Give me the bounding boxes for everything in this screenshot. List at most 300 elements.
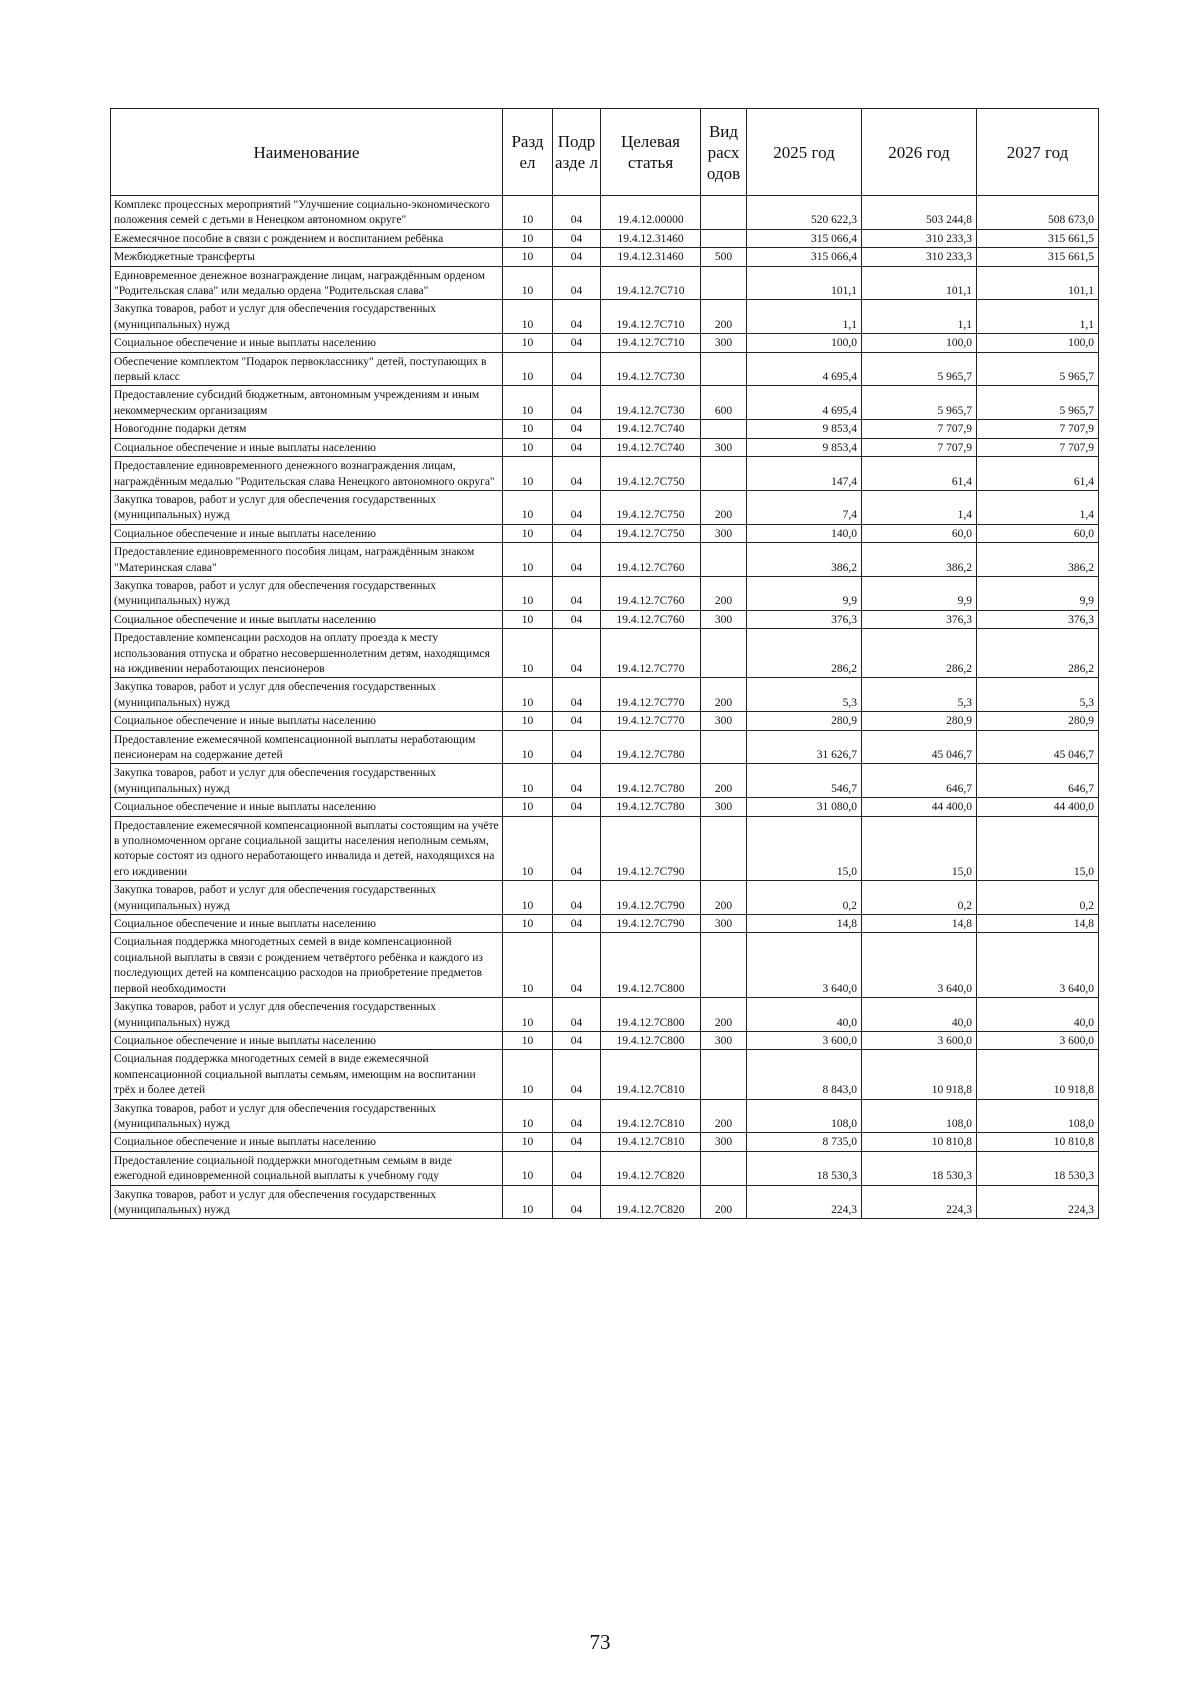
cell-target-article: 19.4.12.7С730 bbox=[601, 352, 701, 386]
cell-2026: 5 965,7 bbox=[862, 352, 977, 386]
cell-name: Закупка товаров, работ и услуг для обеспечения государственных (муниципальных) нужд bbox=[111, 300, 503, 334]
cell-target-article: 19.4.12.31460 bbox=[601, 229, 701, 247]
cell-name: Социальное обеспечение и иные выплаты населению bbox=[111, 1031, 503, 1049]
cell-2025: 8 843,0 bbox=[747, 1050, 862, 1099]
cell-expense-type bbox=[701, 352, 747, 386]
table-row bbox=[111, 712, 1099, 730]
table-body bbox=[111, 196, 1099, 1219]
cell-razdel: 10 bbox=[503, 576, 553, 610]
cell-target-article: 19.4.12.7С710 bbox=[601, 266, 701, 300]
cell-2026: 376,3 bbox=[862, 610, 977, 628]
cell-razdel: 10 bbox=[503, 248, 553, 266]
cell-2027: 101,1 bbox=[977, 266, 1099, 300]
cell-target-article: 19.4.12.00000 bbox=[601, 196, 701, 230]
cell-target-article: 19.4.12.7С760 bbox=[601, 576, 701, 610]
cell-expense-type: 200 bbox=[701, 998, 747, 1032]
cell-expense-type: 300 bbox=[701, 438, 747, 456]
cell-2026: 14,8 bbox=[862, 915, 977, 933]
cell-razdel: 10 bbox=[503, 678, 553, 712]
cell-razdel: 10 bbox=[503, 629, 553, 678]
cell-2026: 0,2 bbox=[862, 881, 977, 915]
cell-2026: 1,4 bbox=[862, 490, 977, 524]
cell-razdel: 10 bbox=[503, 1050, 553, 1099]
cell-2027: 61,4 bbox=[977, 457, 1099, 491]
cell-expense-type: 300 bbox=[701, 1031, 747, 1049]
cell-2027: 108,0 bbox=[977, 1099, 1099, 1133]
cell-2027: 315 661,5 bbox=[977, 248, 1099, 266]
cell-podrazdel: 04 bbox=[553, 300, 601, 334]
cell-expense-type: 200 bbox=[701, 1185, 747, 1219]
cell-name: Социальное обеспечение и иные выплаты населению bbox=[111, 798, 503, 816]
cell-2026: 15,0 bbox=[862, 816, 977, 881]
cell-2027: 386,2 bbox=[977, 543, 1099, 577]
cell-expense-type: 300 bbox=[701, 798, 747, 816]
cell-razdel: 10 bbox=[503, 816, 553, 881]
cell-razdel: 10 bbox=[503, 610, 553, 628]
cell-expense-type bbox=[701, 1151, 747, 1185]
cell-razdel: 10 bbox=[503, 712, 553, 730]
cell-expense-type bbox=[701, 457, 747, 491]
cell-podrazdel: 04 bbox=[553, 798, 601, 816]
cell-2026: 503 244,8 bbox=[862, 196, 977, 230]
cell-2026: 310 233,3 bbox=[862, 248, 977, 266]
cell-name: Межбюджетные трансферты bbox=[111, 248, 503, 266]
cell-2025: 286,2 bbox=[747, 629, 862, 678]
cell-podrazdel: 04 bbox=[553, 457, 601, 491]
cell-2027: 5,3 bbox=[977, 678, 1099, 712]
cell-2025: 40,0 bbox=[747, 998, 862, 1032]
cell-podrazdel: 04 bbox=[553, 629, 601, 678]
cell-expense-type bbox=[701, 629, 747, 678]
cell-2025: 9 853,4 bbox=[747, 420, 862, 438]
cell-2026: 61,4 bbox=[862, 457, 977, 491]
table-row bbox=[111, 1050, 1099, 1099]
cell-razdel: 10 bbox=[503, 1031, 553, 1049]
cell-2027: 3 640,0 bbox=[977, 933, 1099, 998]
cell-expense-type bbox=[701, 196, 747, 230]
cell-2026: 3 600,0 bbox=[862, 1031, 977, 1049]
cell-podrazdel: 04 bbox=[553, 1099, 601, 1133]
cell-2026: 10 918,8 bbox=[862, 1050, 977, 1099]
cell-2026: 40,0 bbox=[862, 998, 977, 1032]
cell-target-article: 19.4.12.7С800 bbox=[601, 1031, 701, 1049]
cell-name: Единовременное денежное вознаграждение лицам, награждённым орденом "Родительская слава" или медалью ордена "Родительская слава" bbox=[111, 266, 503, 300]
table-row bbox=[111, 352, 1099, 386]
cell-2027: 15,0 bbox=[977, 816, 1099, 881]
cell-2027: 1,4 bbox=[977, 490, 1099, 524]
cell-name: Предоставление ежемесячной компенсационной выплаты состоящим на учёте в уполномоченном органе социальной защиты населения неполным семьям, которые состоят из одного неработающего инвалида и детей, находящихся на его иждивении bbox=[111, 816, 503, 881]
cell-name: Закупка товаров, работ и услуг для обеспечения государственных (муниципальных) нужд bbox=[111, 881, 503, 915]
cell-2026: 60,0 bbox=[862, 524, 977, 542]
cell-expense-type: 300 bbox=[701, 915, 747, 933]
cell-podrazdel: 04 bbox=[553, 881, 601, 915]
table-row bbox=[111, 576, 1099, 610]
cell-razdel: 10 bbox=[503, 352, 553, 386]
cell-2025: 31 626,7 bbox=[747, 730, 862, 764]
cell-2026: 224,3 bbox=[862, 1185, 977, 1219]
header-name: Наименование bbox=[111, 109, 503, 196]
cell-2025: 8 735,0 bbox=[747, 1133, 862, 1151]
cell-target-article: 19.4.12.7С710 bbox=[601, 334, 701, 352]
cell-podrazdel: 04 bbox=[553, 915, 601, 933]
table-row bbox=[111, 490, 1099, 524]
cell-2027: 44 400,0 bbox=[977, 798, 1099, 816]
cell-2027: 40,0 bbox=[977, 998, 1099, 1032]
cell-2027: 5 965,7 bbox=[977, 386, 1099, 420]
cell-2026: 108,0 bbox=[862, 1099, 977, 1133]
cell-podrazdel: 04 bbox=[553, 712, 601, 730]
cell-target-article: 19.4.12.7С750 bbox=[601, 457, 701, 491]
cell-expense-type: 300 bbox=[701, 1133, 747, 1151]
table-row bbox=[111, 915, 1099, 933]
table-row bbox=[111, 798, 1099, 816]
cell-2026: 100,0 bbox=[862, 334, 977, 352]
cell-2027: 7 707,9 bbox=[977, 420, 1099, 438]
cell-expense-type: 600 bbox=[701, 386, 747, 420]
cell-expense-type: 300 bbox=[701, 524, 747, 542]
cell-2027: 224,3 bbox=[977, 1185, 1099, 1219]
cell-razdel: 10 bbox=[503, 457, 553, 491]
table-row bbox=[111, 1031, 1099, 1049]
cell-target-article: 19.4.12.7С800 bbox=[601, 933, 701, 998]
table-row bbox=[111, 678, 1099, 712]
cell-expense-type bbox=[701, 266, 747, 300]
table-row bbox=[111, 229, 1099, 247]
cell-2026: 101,1 bbox=[862, 266, 977, 300]
table-row bbox=[111, 386, 1099, 420]
table-row bbox=[111, 998, 1099, 1032]
table-row bbox=[111, 881, 1099, 915]
cell-2027: 3 600,0 bbox=[977, 1031, 1099, 1049]
cell-2027: 7 707,9 bbox=[977, 438, 1099, 456]
cell-target-article: 19.4.12.7С770 bbox=[601, 712, 701, 730]
cell-name: Закупка товаров, работ и услуг для обеспечения государственных (муниципальных) нужд bbox=[111, 764, 503, 798]
cell-2025: 3 640,0 bbox=[747, 933, 862, 998]
cell-expense-type bbox=[701, 933, 747, 998]
cell-podrazdel: 04 bbox=[553, 196, 601, 230]
cell-name: Социальное обеспечение и иные выплаты населению bbox=[111, 1133, 503, 1151]
cell-target-article: 19.4.12.7С750 bbox=[601, 490, 701, 524]
cell-razdel: 10 bbox=[503, 1099, 553, 1133]
cell-name: Предоставление субсидий бюджетным, автономным учреждениям и иным некоммерческим организациям bbox=[111, 386, 503, 420]
cell-2026: 5,3 bbox=[862, 678, 977, 712]
cell-2027: 100,0 bbox=[977, 334, 1099, 352]
cell-target-article: 19.4.12.7С810 bbox=[601, 1050, 701, 1099]
cell-name: Социальное обеспечение и иные выплаты населению bbox=[111, 712, 503, 730]
cell-expense-type: 500 bbox=[701, 248, 747, 266]
cell-razdel: 10 bbox=[503, 196, 553, 230]
table-row bbox=[111, 1185, 1099, 1219]
cell-2026: 7 707,9 bbox=[862, 438, 977, 456]
cell-name: Ежемесячное пособие в связи с рождением и воспитанием ребёнка bbox=[111, 229, 503, 247]
cell-expense-type bbox=[701, 543, 747, 577]
cell-target-article: 19.4.12.7С810 bbox=[601, 1133, 701, 1151]
cell-name: Закупка товаров, работ и услуг для обеспечения государственных (муниципальных) нужд bbox=[111, 678, 503, 712]
cell-target-article: 19.4.12.7С750 bbox=[601, 524, 701, 542]
cell-podrazdel: 04 bbox=[553, 816, 601, 881]
table-row bbox=[111, 933, 1099, 998]
cell-razdel: 10 bbox=[503, 438, 553, 456]
table-row bbox=[111, 248, 1099, 266]
cell-2025: 520 622,3 bbox=[747, 196, 862, 230]
cell-2026: 3 640,0 bbox=[862, 933, 977, 998]
cell-name: Предоставление компенсации расходов на оплату проезда к месту использования отпуска и обратно несовершеннолетним детям, находящимся на иждивении неработающих пенсионеров bbox=[111, 629, 503, 678]
cell-expense-type: 200 bbox=[701, 678, 747, 712]
cell-2027: 5 965,7 bbox=[977, 352, 1099, 386]
cell-razdel: 10 bbox=[503, 420, 553, 438]
cell-target-article: 19.4.12.7С730 bbox=[601, 386, 701, 420]
cell-target-article: 19.4.12.7С780 bbox=[601, 764, 701, 798]
cell-razdel: 10 bbox=[503, 933, 553, 998]
cell-name: Предоставление социальной поддержки многодетным семьям в виде ежегодной единовременной социальной выплаты к учебному году bbox=[111, 1151, 503, 1185]
cell-2025: 31 080,0 bbox=[747, 798, 862, 816]
header-expense-type: Вид расх одов bbox=[701, 109, 747, 196]
cell-2026: 646,7 bbox=[862, 764, 977, 798]
cell-2027: 315 661,5 bbox=[977, 229, 1099, 247]
cell-podrazdel: 04 bbox=[553, 1133, 601, 1151]
cell-target-article: 19.4.12.7С770 bbox=[601, 678, 701, 712]
cell-2025: 315 066,4 bbox=[747, 248, 862, 266]
cell-razdel: 10 bbox=[503, 229, 553, 247]
cell-2026: 10 810,8 bbox=[862, 1133, 977, 1151]
cell-razdel: 10 bbox=[503, 915, 553, 933]
cell-expense-type: 300 bbox=[701, 712, 747, 730]
cell-2025: 9,9 bbox=[747, 576, 862, 610]
cell-2027: 376,3 bbox=[977, 610, 1099, 628]
cell-2025: 140,0 bbox=[747, 524, 862, 542]
cell-name: Закупка товаров, работ и услуг для обеспечения государственных (муниципальных) нужд bbox=[111, 998, 503, 1032]
cell-podrazdel: 04 bbox=[553, 933, 601, 998]
cell-target-article: 19.4.12.31460 bbox=[601, 248, 701, 266]
cell-name: Обеспечение комплектом "Подарок первокласснику" детей, поступающих в первый класс bbox=[111, 352, 503, 386]
cell-podrazdel: 04 bbox=[553, 678, 601, 712]
cell-expense-type bbox=[701, 420, 747, 438]
table-row bbox=[111, 730, 1099, 764]
cell-target-article: 19.4.12.7С800 bbox=[601, 998, 701, 1032]
table-row bbox=[111, 543, 1099, 577]
table-header-row bbox=[111, 109, 1099, 196]
cell-2027: 9,9 bbox=[977, 576, 1099, 610]
cell-2025: 386,2 bbox=[747, 543, 862, 577]
cell-target-article: 19.4.12.7С790 bbox=[601, 881, 701, 915]
cell-podrazdel: 04 bbox=[553, 1151, 601, 1185]
table-row bbox=[111, 334, 1099, 352]
cell-2027: 0,2 bbox=[977, 881, 1099, 915]
cell-name: Закупка товаров, работ и услуг для обеспечения государственных (муниципальных) нужд bbox=[111, 576, 503, 610]
cell-expense-type: 200 bbox=[701, 764, 747, 798]
cell-name: Социальное обеспечение и иные выплаты населению bbox=[111, 610, 503, 628]
cell-name: Предоставление ежемесячной компенсационной выплаты неработающим пенсионерам на содержание детей bbox=[111, 730, 503, 764]
cell-name: Закупка товаров, работ и услуг для обеспечения государственных (муниципальных) нужд bbox=[111, 490, 503, 524]
cell-podrazdel: 04 bbox=[553, 610, 601, 628]
budget-table bbox=[110, 108, 1099, 1219]
cell-expense-type: 200 bbox=[701, 1099, 747, 1133]
cell-razdel: 10 bbox=[503, 1185, 553, 1219]
cell-expense-type: 200 bbox=[701, 576, 747, 610]
cell-expense-type bbox=[701, 730, 747, 764]
header-2027: 2027 год bbox=[977, 109, 1099, 196]
cell-2025: 4 695,4 bbox=[747, 352, 862, 386]
cell-name: Закупка товаров, работ и услуг для обеспечения государственных (муниципальных) нужд bbox=[111, 1099, 503, 1133]
cell-2027: 10 918,8 bbox=[977, 1050, 1099, 1099]
cell-2025: 280,9 bbox=[747, 712, 862, 730]
table-row bbox=[111, 300, 1099, 334]
table-row bbox=[111, 1151, 1099, 1185]
cell-name: Новогодние подарки детям bbox=[111, 420, 503, 438]
cell-2025: 147,4 bbox=[747, 457, 862, 491]
table-row bbox=[111, 764, 1099, 798]
cell-target-article: 19.4.12.7С810 bbox=[601, 1099, 701, 1133]
cell-2027: 646,7 bbox=[977, 764, 1099, 798]
cell-razdel: 10 bbox=[503, 1133, 553, 1151]
cell-razdel: 10 bbox=[503, 524, 553, 542]
table-row bbox=[111, 196, 1099, 230]
cell-2027: 10 810,8 bbox=[977, 1133, 1099, 1151]
cell-podrazdel: 04 bbox=[553, 386, 601, 420]
cell-expense-type: 200 bbox=[701, 490, 747, 524]
cell-2025: 108,0 bbox=[747, 1099, 862, 1133]
cell-2025: 9 853,4 bbox=[747, 438, 862, 456]
cell-razdel: 10 bbox=[503, 881, 553, 915]
cell-razdel: 10 bbox=[503, 1151, 553, 1185]
cell-name: Социальное обеспечение и иные выплаты населению bbox=[111, 334, 503, 352]
cell-expense-type bbox=[701, 1050, 747, 1099]
table-row bbox=[111, 266, 1099, 300]
cell-expense-type: 300 bbox=[701, 610, 747, 628]
cell-2026: 5 965,7 bbox=[862, 386, 977, 420]
cell-2025: 546,7 bbox=[747, 764, 862, 798]
cell-2026: 7 707,9 bbox=[862, 420, 977, 438]
table-row bbox=[111, 1099, 1099, 1133]
cell-target-article: 19.4.12.7С760 bbox=[601, 543, 701, 577]
cell-2025: 18 530,3 bbox=[747, 1151, 862, 1185]
cell-podrazdel: 04 bbox=[553, 730, 601, 764]
cell-2027: 60,0 bbox=[977, 524, 1099, 542]
cell-podrazdel: 04 bbox=[553, 998, 601, 1032]
table-row bbox=[111, 629, 1099, 678]
cell-razdel: 10 bbox=[503, 490, 553, 524]
table-row bbox=[111, 610, 1099, 628]
table-row bbox=[111, 420, 1099, 438]
cell-2025: 101,1 bbox=[747, 266, 862, 300]
cell-2027: 14,8 bbox=[977, 915, 1099, 933]
cell-target-article: 19.4.12.7С820 bbox=[601, 1185, 701, 1219]
table-row bbox=[111, 438, 1099, 456]
cell-expense-type bbox=[701, 229, 747, 247]
cell-2026: 1,1 bbox=[862, 300, 977, 334]
cell-2025: 376,3 bbox=[747, 610, 862, 628]
cell-podrazdel: 04 bbox=[553, 438, 601, 456]
cell-target-article: 19.4.12.7С790 bbox=[601, 915, 701, 933]
cell-2026: 280,9 bbox=[862, 712, 977, 730]
cell-target-article: 19.4.12.7С790 bbox=[601, 816, 701, 881]
table-row bbox=[111, 816, 1099, 881]
cell-expense-type: 200 bbox=[701, 300, 747, 334]
cell-name: Предоставление единовременного денежного вознаграждения лицам, награждённым медалью "Родительская слава Ненецкого автономного округа" bbox=[111, 457, 503, 491]
cell-2026: 286,2 bbox=[862, 629, 977, 678]
cell-podrazdel: 04 bbox=[553, 229, 601, 247]
cell-2025: 15,0 bbox=[747, 816, 862, 881]
cell-razdel: 10 bbox=[503, 730, 553, 764]
cell-2027: 508 673,0 bbox=[977, 196, 1099, 230]
cell-2025: 4 695,4 bbox=[747, 386, 862, 420]
cell-target-article: 19.4.12.7С820 bbox=[601, 1151, 701, 1185]
cell-target-article: 19.4.12.7С740 bbox=[601, 438, 701, 456]
table-row bbox=[111, 524, 1099, 542]
cell-podrazdel: 04 bbox=[553, 334, 601, 352]
cell-2025: 1,1 bbox=[747, 300, 862, 334]
cell-razdel: 10 bbox=[503, 998, 553, 1032]
cell-podrazdel: 04 bbox=[553, 420, 601, 438]
cell-razdel: 10 bbox=[503, 386, 553, 420]
page-number: 73 bbox=[589, 1630, 611, 1654]
cell-target-article: 19.4.12.7С780 bbox=[601, 798, 701, 816]
cell-2025: 224,3 bbox=[747, 1185, 862, 1219]
cell-target-article: 19.4.12.7С740 bbox=[601, 420, 701, 438]
cell-podrazdel: 04 bbox=[553, 1185, 601, 1219]
cell-razdel: 10 bbox=[503, 764, 553, 798]
cell-name: Закупка товаров, работ и услуг для обеспечения государственных (муниципальных) нужд bbox=[111, 1185, 503, 1219]
cell-podrazdel: 04 bbox=[553, 543, 601, 577]
header-2025: 2025 год bbox=[747, 109, 862, 196]
cell-2025: 7,4 bbox=[747, 490, 862, 524]
cell-2025: 5,3 bbox=[747, 678, 862, 712]
cell-2027: 45 046,7 bbox=[977, 730, 1099, 764]
cell-name: Социальное обеспечение и иные выплаты населению bbox=[111, 438, 503, 456]
cell-name: Социальное обеспечение и иные выплаты населению bbox=[111, 915, 503, 933]
cell-target-article: 19.4.12.7С770 bbox=[601, 629, 701, 678]
cell-name: Предоставление единовременного пособия лицам, награждённым знаком "Материнская слава" bbox=[111, 543, 503, 577]
cell-2026: 9,9 bbox=[862, 576, 977, 610]
cell-target-article: 19.4.12.7С710 bbox=[601, 300, 701, 334]
cell-target-article: 19.4.12.7С760 bbox=[601, 610, 701, 628]
cell-2025: 0,2 bbox=[747, 881, 862, 915]
cell-name: Социальная поддержка многодетных семей в виде компенсационной социальной выплаты в связи с рождением четвёртого ребёнка и каждого из последующих детей на компенсацию расходов на приобретение предметов первой необходимости bbox=[111, 933, 503, 998]
cell-razdel: 10 bbox=[503, 798, 553, 816]
table-row bbox=[111, 1133, 1099, 1151]
header-2026: 2026 год bbox=[862, 109, 977, 196]
header-razdel: Разд ел bbox=[503, 109, 553, 196]
cell-2026: 386,2 bbox=[862, 543, 977, 577]
header-target-article: Целевая статья bbox=[601, 109, 701, 196]
cell-2025: 315 066,4 bbox=[747, 229, 862, 247]
cell-2025: 100,0 bbox=[747, 334, 862, 352]
cell-2026: 18 530,3 bbox=[862, 1151, 977, 1185]
cell-2027: 1,1 bbox=[977, 300, 1099, 334]
cell-podrazdel: 04 bbox=[553, 266, 601, 300]
cell-2027: 280,9 bbox=[977, 712, 1099, 730]
cell-razdel: 10 bbox=[503, 543, 553, 577]
header-podrazdel: Подр азде л bbox=[553, 109, 601, 196]
cell-expense-type bbox=[701, 816, 747, 881]
cell-podrazdel: 04 bbox=[553, 764, 601, 798]
cell-podrazdel: 04 bbox=[553, 1050, 601, 1099]
cell-2026: 44 400,0 bbox=[862, 798, 977, 816]
cell-podrazdel: 04 bbox=[553, 524, 601, 542]
cell-razdel: 10 bbox=[503, 334, 553, 352]
cell-podrazdel: 04 bbox=[553, 352, 601, 386]
cell-2027: 286,2 bbox=[977, 629, 1099, 678]
cell-2026: 310 233,3 bbox=[862, 229, 977, 247]
cell-2025: 14,8 bbox=[747, 915, 862, 933]
cell-podrazdel: 04 bbox=[553, 490, 601, 524]
cell-name: Комплекс процессных мероприятий "Улучшение социально-экономического положения семей с детьми в Ненецком автономном округе" bbox=[111, 196, 503, 230]
cell-expense-type: 200 bbox=[701, 881, 747, 915]
cell-2025: 3 600,0 bbox=[747, 1031, 862, 1049]
cell-name: Социальное обеспечение и иные выплаты населению bbox=[111, 524, 503, 542]
cell-expense-type: 300 bbox=[701, 334, 747, 352]
cell-2027: 18 530,3 bbox=[977, 1151, 1099, 1185]
